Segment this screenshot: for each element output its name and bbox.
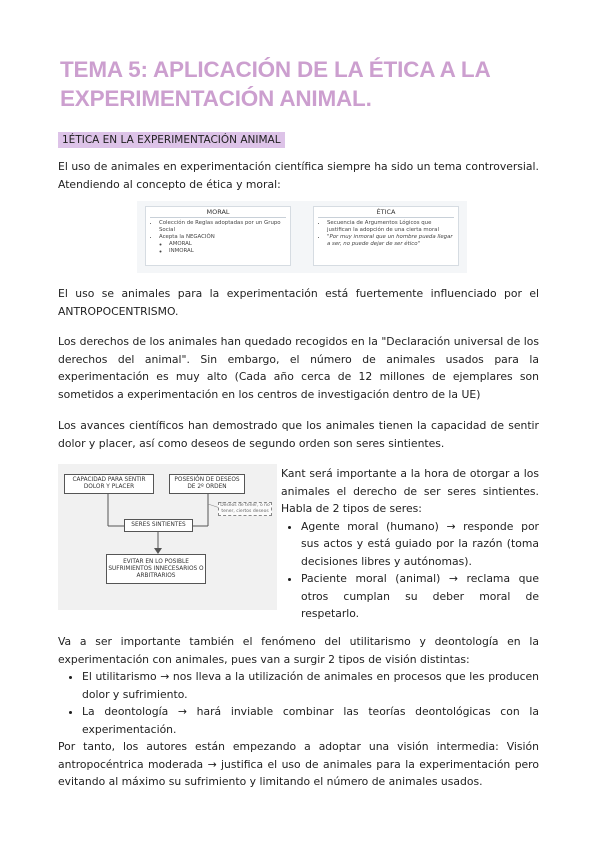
sentient-beings-diagram xyxy=(58,464,277,610)
kant-paragraph: Kant será importante a la hora de otorgar a los animales el derecho de ser seres sintientes. Habla de 2 tipos de seres: xyxy=(281,467,539,515)
diagram-note-deseos: Deseos de tener, o no tener, ciertos deseos xyxy=(218,502,272,516)
section-heading: 1ÉTICA EN LA EXPERIMENTACIÓN ANIMAL xyxy=(58,132,285,148)
kant-list xyxy=(281,518,539,623)
diagram-box-evitar-sufrimiento: EVITAR EN LO POSIBLE SUFRIMIENTOS INNECESARIOS O ARBITRARIOS xyxy=(106,554,206,584)
utilitarismo-paragraph: Va a ser importante también el fenómeno del utilitarismo y deontología en la experimentación con animales, pues van a surgir 2 tipos de visión distintas: xyxy=(58,635,539,666)
paragraph-antropocentrismo: El uso se animales para la experimentación está fuertemente influenciado por el ANTROPOCENTRISMO. xyxy=(58,287,539,318)
page-title: TEMA 5: APLICACIÓN DE LA ÉTICA A LA EXPERIMENTACIÓN ANIMAL. xyxy=(60,57,490,111)
moral-item: • Colección de Reglas adoptadas por un Grupo Social xyxy=(159,220,286,234)
list-item: • Agente moral (humano) → responde por sus actos y está guiado por la razón (toma decisiones libres y autónomas). xyxy=(301,518,539,571)
paragraph-derechos: Los derechos de los animales han quedado recogidos en la "Declaración universal de los derechos del animal". Sin embargo, el número de animales usados para la experimentación es muy alto (Cada año cerca de 12 millones de ejemplares son sometidos a experimentación en los centros de investigación dentro de la UE) xyxy=(58,335,539,401)
utilitarismo-list xyxy=(58,668,539,738)
moral-item: • Acepta la NEGACIÓN xyxy=(159,234,286,241)
etica-item: • "Por muy inmoral que un hombre pueda llegar a ser, no puede dejar de ser ético" xyxy=(327,234,454,248)
ethics-moral-table xyxy=(137,201,467,273)
moral-box-title: MORAL xyxy=(150,209,286,218)
diagram-box-deseos: POSESIÓN DE DESEOS DE 2º ORDEN xyxy=(169,474,245,494)
list-item: • El utilitarismo → nos lleva a la utilización de animales en procesos que les producen dolor y sufrimiento. xyxy=(82,668,539,703)
list-item: • Paciente moral (animal) → reclama que otros cumplan su deber moral de respetarlo. xyxy=(301,570,539,623)
etica-box xyxy=(313,206,459,266)
diagram-box-seres-sintientes: SERES SINTIENTES xyxy=(124,519,193,532)
moral-subitem: ◦ INMORAL xyxy=(169,248,286,255)
etica-box-title: ÉTICA xyxy=(318,209,454,218)
intro-paragraph: El uso de animales en experimentación científica siempre ha sido un tema controversial. Atendiendo al concepto de ética y moral: xyxy=(58,160,539,191)
moral-box xyxy=(145,206,291,266)
kant-section xyxy=(281,465,539,623)
etica-item: • Secuencia de Argumentos Lógicos que justifican la adopción de una cierta moral xyxy=(327,220,454,234)
moral-subitem: ◦ AMORAL xyxy=(169,241,286,248)
list-item: • La deontología → hará inviable combinar las teorías deontológicas con la experimentación. xyxy=(82,703,539,738)
paragraph-avances: Los avances científicos han demostrado que los animales tienen la capacidad de sentir dolor y placer, así como deseos de segundo orden son seres sintientes. xyxy=(58,419,539,450)
utilitarismo-section xyxy=(58,633,539,791)
diagram-box-dolor-placer: CAPACIDAD PARA SENTIR DOLOR Y PLACER xyxy=(64,474,154,494)
conclusion-paragraph: Por tanto, los autores están empezando a adoptar una visión intermedia: Visión antropocéntrica moderada → justifica el uso de animales para la experimentación pero evitando al máximo su sufrimiento y limitando el número de animales usados. xyxy=(58,740,539,788)
